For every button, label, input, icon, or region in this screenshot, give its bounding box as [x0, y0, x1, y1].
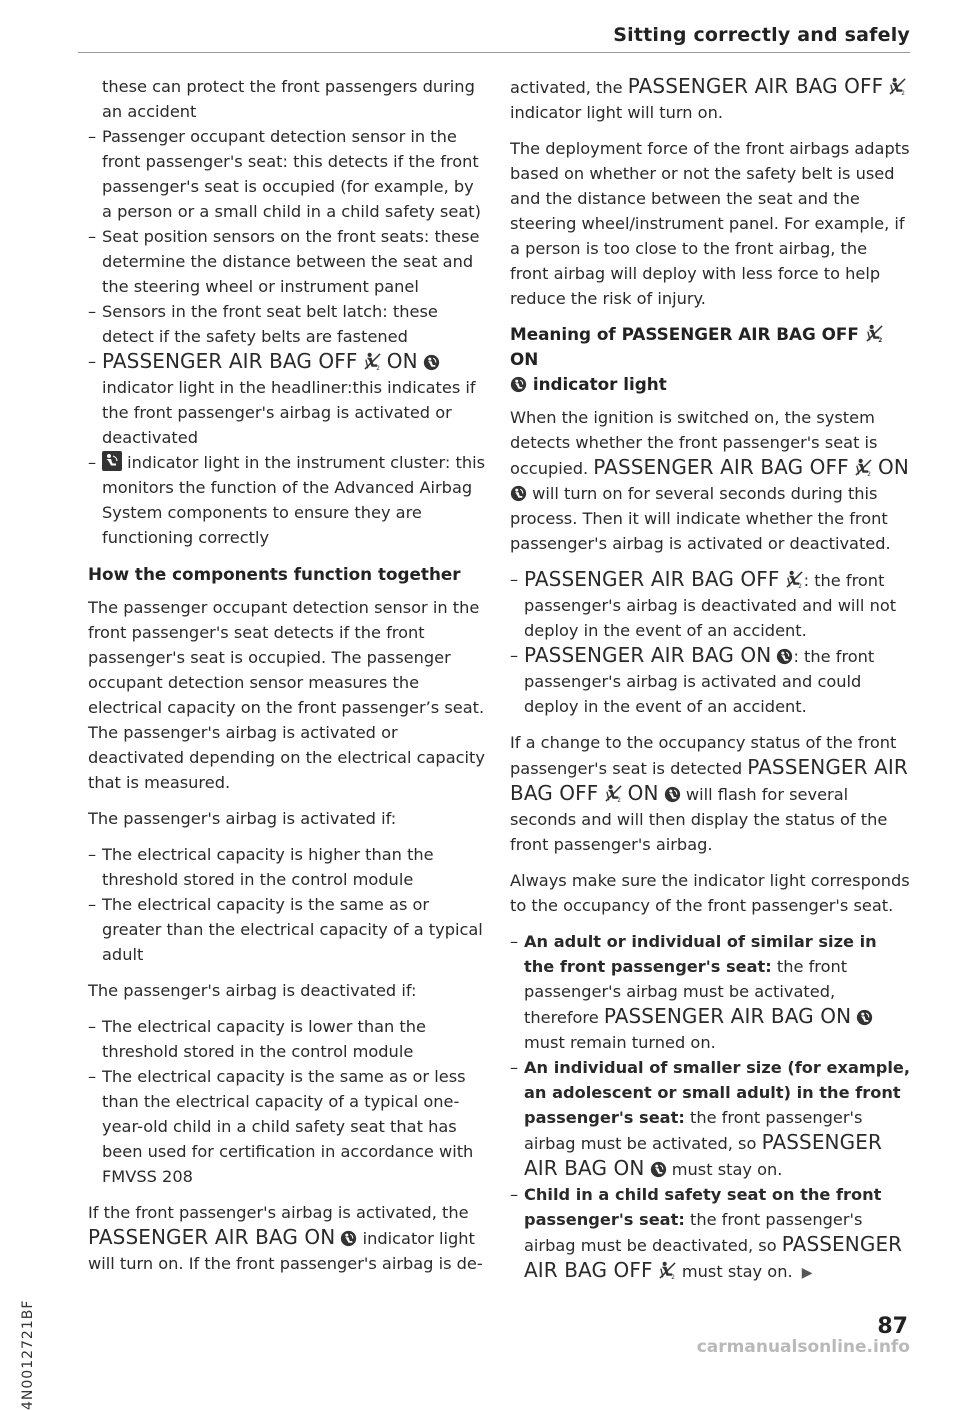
components-list — [88, 124, 488, 550]
case-post: must stay on. — [671, 1160, 783, 1179]
paragraph-force: The deployment force of the front airbags adapts based on whether or not the safety belt is used and the distance between the seat and the steering wheel/instrument panel. For example, if a person is too close to the front airbag, the front airbag will deploy with less force to help reduce the risk of injury. — [510, 139, 910, 308]
cont-pre: activated, the — [510, 78, 623, 97]
final-pre: If the front passenger's airbag is activated, the — [88, 1203, 469, 1222]
off-text: : the front passenger's airbag is deactivated and will not deploy in the event of an accident. — [524, 571, 897, 640]
list-item-off — [510, 567, 910, 643]
meaning-pre: When the ignition is switched on, the system detects whether the front passenger's seat is occupied. — [510, 408, 878, 478]
page-number: 87 — [877, 1314, 908, 1339]
case-pab-label: PASSENGER AIR BAG ON — [603, 1004, 852, 1028]
intro-continuation: these can protect the front passengers during an accident — [102, 77, 475, 121]
pab-on-label: ON — [386, 349, 418, 373]
on-label: PASSENGER AIR BAG ON — [524, 643, 772, 667]
activated-intro: The passenger's airbag is activated if: — [88, 809, 397, 828]
final-post: indicator light will turn on. If the front passenger's airbag is de- — [88, 1229, 483, 1273]
case-bold: Child in a child safety seat on the front passenger's seat: — [524, 1185, 882, 1229]
passenger-airbag-off-icon — [604, 784, 623, 803]
passenger-airbag-on-icon — [423, 354, 440, 371]
always-paragraph: Always make sure the indicator light corresponds to the occupancy of the front passenger's seat. — [510, 871, 910, 915]
cont-post: indicator light will turn on. — [510, 103, 723, 122]
list-item-on — [510, 643, 910, 719]
case-text: the front passenger's airbag must be deactivated, so — [524, 1210, 863, 1255]
continuation-paragraph — [510, 74, 910, 125]
case-pab-label: PASSENGER AIR BAG ON — [524, 1130, 882, 1180]
status-list — [510, 567, 910, 719]
list-item: – The electrical capacity is lower than the threshold stored in the control module — [88, 1014, 488, 1064]
deactivated-intro: The passenger's airbag is deactivated if: — [88, 981, 417, 1000]
final-paragraph — [88, 1200, 488, 1276]
list-item: – Passenger occupant detection sensor in the front passenger's seat: this detects if the front passenger's seat is occupied (for example, by a person or a small child in a child safety seat) — [88, 124, 488, 224]
change-pre: If a change to the occupancy status of the front passenger's seat is detected — [510, 733, 897, 778]
passenger-airbag-off-icon — [658, 1261, 677, 1280]
case-bold: An adult or individual of similar size in the front passenger's seat: — [524, 932, 877, 976]
meaning-pab-off-label: PASSENGER AIR BAG OFF — [593, 455, 849, 479]
passenger-airbag-off-icon — [785, 570, 804, 589]
paragraph: The passenger occupant detection sensor in the front passenger's seat detects if the front passenger's seat is occupied. The passenger occupant detection sensor measures the electrical capacity on the front passenger’s seat. The passenger's airbag is activated or deactivated depending on the electrical capacity that is measured. — [88, 598, 485, 792]
heading-text: Meaning of PASSENGER AIR BAG OFF — [510, 324, 859, 344]
list-item-case-child — [510, 1182, 910, 1286]
list-item: – The electrical capacity is higher than the threshold stored in the control module — [88, 842, 488, 892]
off-label: PASSENGER AIR BAG OFF — [524, 567, 780, 591]
heading-post-text: indicator light — [532, 374, 667, 394]
case-post: must stay on. — [681, 1262, 793, 1281]
final-pab-on-label: PASSENGER AIR BAG ON — [88, 1225, 336, 1249]
list-item-case-small — [510, 1055, 910, 1182]
change-post: will flash for several seconds and will then display the status of the front passenger's airbag. — [510, 785, 888, 854]
passenger-airbag-off-icon — [865, 324, 884, 343]
right-column — [510, 74, 910, 1297]
case-bold: An individual of smaller size (for example, an adolescent or small adult) in the front passenger's seat: — [524, 1058, 911, 1127]
continue-arrow-icon: ▶ — [801, 1265, 813, 1281]
passenger-airbag-on-icon — [776, 648, 793, 665]
left-column — [88, 74, 488, 1287]
header-rule — [78, 52, 910, 53]
list-item: – The electrical capacity is the same as or greater than the electrical capacity of a typical adult — [88, 892, 488, 967]
meaning-paragraph — [510, 405, 910, 556]
list-item-pab-indicator — [88, 349, 488, 450]
list-item: – Seat position sensors on the front seats: these determine the distance between the seat and the steering wheel or instrument panel — [88, 224, 488, 299]
passenger-airbag-on-icon — [340, 1230, 357, 1247]
case-text: the front passenger's airbag must be activated, therefore — [524, 957, 848, 1027]
change-paragraph — [510, 730, 910, 857]
side-document-code: 4N0012721BF — [20, 1299, 36, 1410]
section-heading-meaning — [510, 322, 910, 397]
case-post: must remain turned on. — [524, 1033, 716, 1052]
airbag-warning-icon — [102, 451, 122, 471]
passenger-airbag-on-icon — [856, 1009, 873, 1026]
meaning-post: will turn on for several seconds during this process. Then it will indicate whether the front passenger's airbag is activated or deactivated. — [510, 484, 891, 553]
passenger-airbag-on-icon — [510, 376, 527, 393]
passenger-airbag-off-icon — [363, 352, 382, 371]
passenger-airbag-on-icon — [510, 485, 527, 502]
case-pab-label: PASSENGER AIR BAG OFF — [524, 1232, 903, 1282]
on-text: : the front passenger's airbag is activated and could deploy in the event of an accident. — [524, 647, 875, 716]
change-pab-off-label: PASSENGER AIR BAG OFF — [510, 755, 908, 805]
meaning-on-label: ON — [878, 455, 909, 479]
deactivated-list — [88, 1014, 488, 1189]
cluster-description: indicator light in the instrument cluster: this monitors the function of the Advanced Airbag System components to ensure they are functioning correctly — [102, 453, 486, 547]
change-on-label: ON — [627, 781, 659, 805]
cont-pab-off-label: PASSENGER AIR BAG OFF — [627, 74, 884, 98]
list-item: – The electrical capacity is the same as or less than the electrical capacity of a typical one-year-old child in a child safety seat that has been used for certification in accordance with FMVSS 208 — [88, 1064, 488, 1189]
list-item-case-adult — [510, 929, 910, 1055]
section-heading: How the components function together — [88, 564, 461, 584]
occupant-cases-list — [510, 929, 910, 1286]
passenger-airbag-on-icon — [650, 1161, 667, 1178]
heading-on-text: ON — [510, 349, 539, 369]
list-item: – Sensors in the front seat belt latch: these detect if the safety belts are fastened — [88, 299, 488, 349]
activated-list — [88, 842, 488, 967]
pab-off-label: PASSENGER AIR BAG OFF — [102, 349, 358, 373]
passenger-airbag-off-icon — [888, 77, 907, 96]
watermark: carmanualsonline.info — [696, 1337, 910, 1357]
case-text: the front passenger's airbag must be activated, so — [524, 1108, 863, 1153]
passenger-airbag-on-icon — [664, 786, 681, 803]
list-item-cluster-indicator — [88, 450, 488, 550]
page-header-title: Sitting correctly and safely — [613, 24, 910, 46]
pab-description: indicator light in the headliner:this indicates if the front passenger's airbag is activated or deactivated — [102, 378, 476, 447]
passenger-airbag-off-icon — [854, 458, 873, 477]
